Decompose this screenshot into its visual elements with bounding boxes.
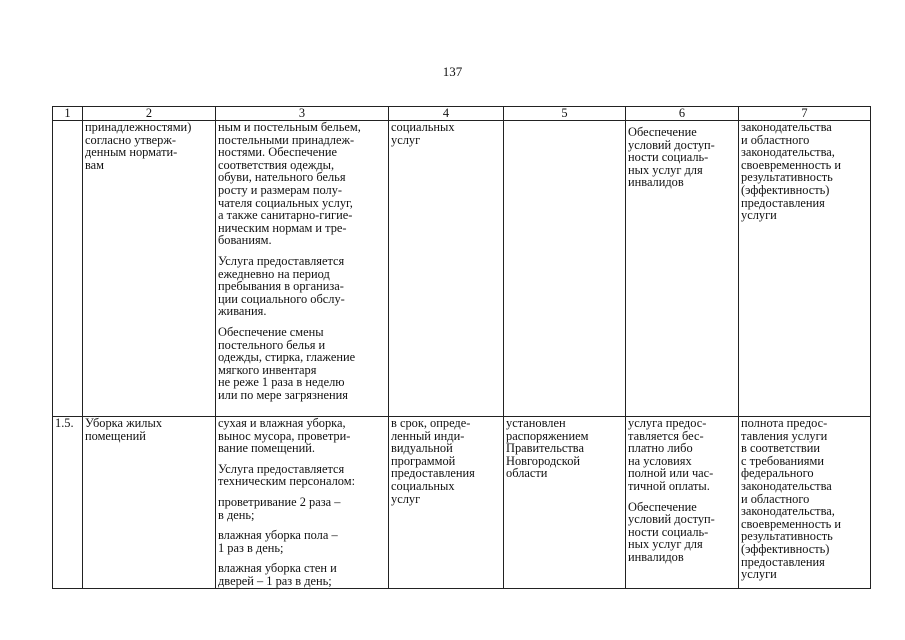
cell-paragraph: ным и постельным бельем, постельными принадлеж- ностями. Обеспечение соответствия одежды, обуви, нательного белья росту и размерам полу- чателя социальных услуг, а также санитарно-гигие- ническим нормам и тре- бованиям. (218, 120, 361, 248)
cell-service-name: принадлежностями) согласно утверж- денным нормати- вам (83, 121, 216, 417)
cell-paragraph: установлен распоряжением Правительства Новгородской области (506, 416, 589, 481)
cell-paragraph: Обеспечение условий доступ- ности социаль- ных услуг для инвалидов (628, 499, 715, 564)
cell-indicators (739, 121, 871, 417)
cell-paragraph: услуга предос- тавляется бес- платно либо на условиях полной или час- тичной оплаты. (628, 416, 714, 493)
cell-conditions (626, 417, 739, 589)
services-table (52, 106, 871, 589)
cell-cost (504, 121, 626, 417)
cell-description (216, 121, 389, 417)
cell-paragraph: Услуга предоставляется ежедневно на период пребывания в организа- ции социального обслу- живания. (218, 253, 345, 319)
cell-number: 1.5. (53, 417, 83, 589)
column-header: 2 (83, 107, 216, 121)
column-header: 4 (389, 107, 504, 121)
cell-indicators (739, 417, 871, 589)
table-header-row (53, 107, 871, 121)
column-header: 1 (53, 107, 83, 121)
cell-number (53, 121, 83, 417)
table-row (53, 417, 871, 589)
column-header: 7 (739, 107, 871, 121)
cell-description (216, 417, 389, 589)
cell-paragraph: Обеспечение условий доступ- ности социаль- ных услуг для инвалидов (628, 125, 715, 190)
cell-paragraph: социальных услуг (391, 120, 455, 147)
column-header: 3 (216, 107, 389, 121)
cell-paragraph: законодательства и областного законодательства, своевременность и результативность (эффективность) предоставления услуги (741, 120, 842, 223)
cell-paragraph: Услуга предоставляется техническим персоналом: (218, 461, 356, 489)
cell-service-name: Уборка жилых помещений (83, 417, 216, 589)
cell-paragraph: в срок, опреде- ленный инди- видуальной программой предоставления социальных услуг (391, 416, 475, 506)
cell-paragraph: Обеспечение смены постельного белья и одежды, стирка, глажение мягкого инвентаря не реже 1 раза в неделю или по мере загрязнения (218, 324, 356, 402)
cell-paragraph: влажная уборка пола – 1 раз в день; (218, 528, 338, 555)
cell-terms (389, 121, 504, 417)
table-row (53, 121, 871, 417)
cell-paragraph: проветривание 2 раза – в день; (218, 494, 341, 522)
cell-terms (389, 417, 504, 589)
column-header: 5 (504, 107, 626, 121)
cell-paragraph: влажная уборка стен и дверей – 1 раз в день; (218, 561, 337, 588)
cell-conditions (626, 121, 739, 417)
page-number: 137 (442, 64, 463, 79)
cell-cost (504, 417, 626, 589)
cell-paragraph: сухая и влажная уборка, вынос мусора, проветри- вание помещений. (218, 416, 351, 456)
column-header: 6 (626, 107, 739, 121)
cell-paragraph: полнота предос- тавления услуги в соответствии с требованиями федерального законодательства и областного законодательства, своевременность и результативность (эффективность) предоставления услуги (741, 416, 842, 582)
